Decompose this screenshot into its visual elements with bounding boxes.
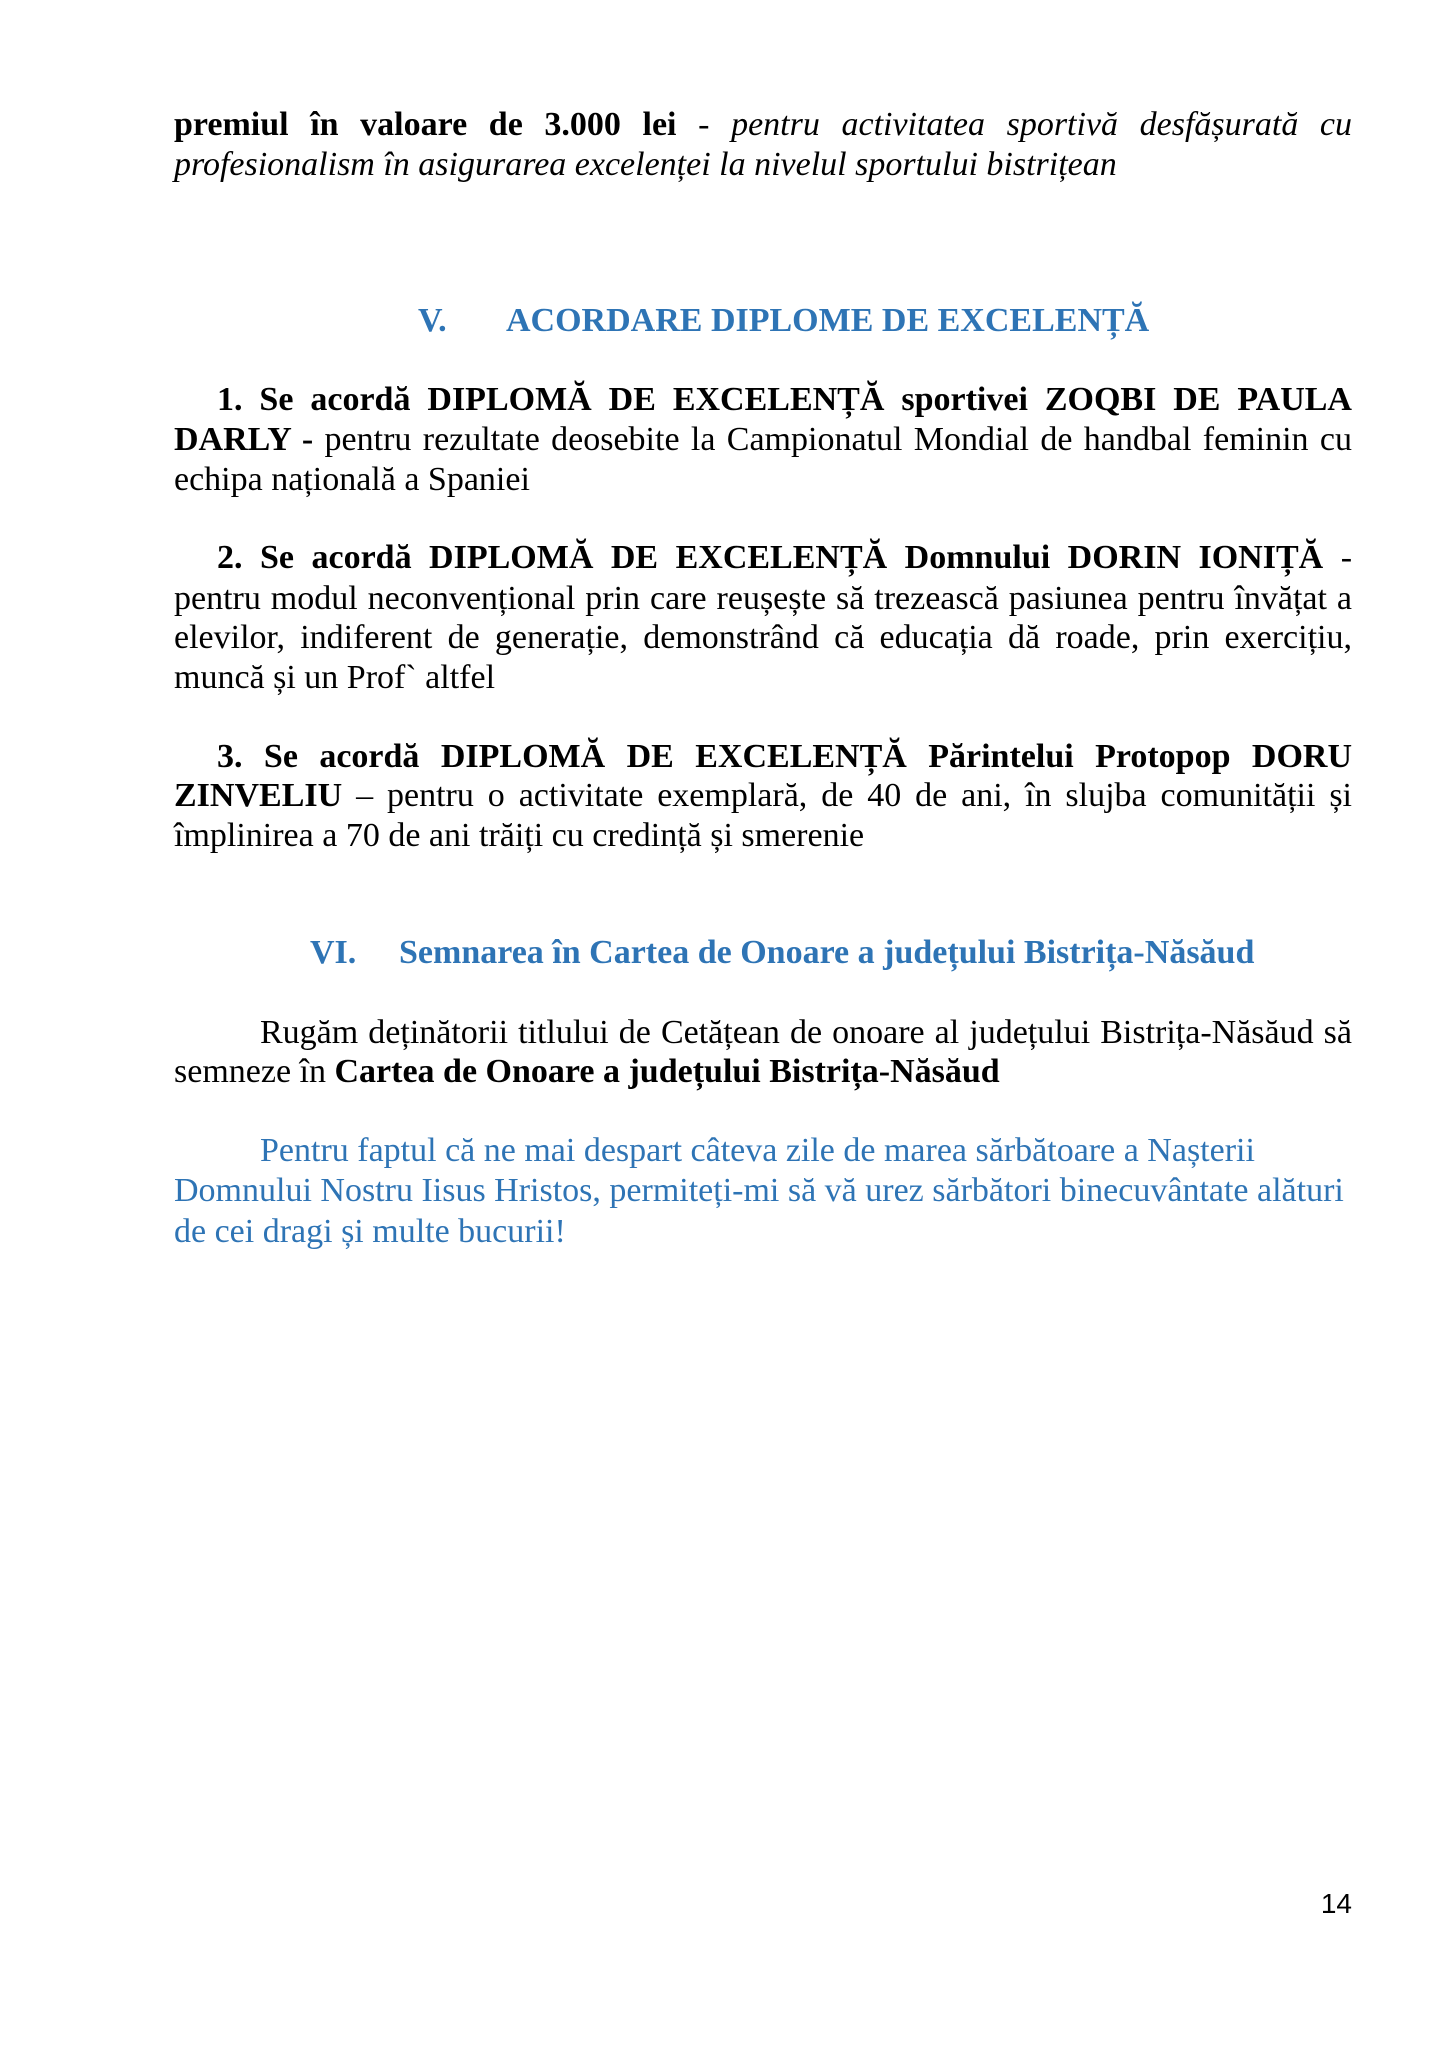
section-v-title: ACORDARE DIPLOME DE EXCELENȚĂ — [506, 302, 1150, 339]
prize-dash: - — [698, 106, 710, 143]
signing-request: Rugăm deținătorii titlului de Cetățean de onoare al județului Bistrița-Năsăud să — [260, 1014, 1352, 1051]
diploma-2-reason-end: muncă și un Prof` altfel — [174, 659, 496, 696]
closing-wish-line-3: de cei dragi și multe bucurii! — [174, 1213, 566, 1250]
diploma-3-reason-continued: împlinirea a 70 de ani trăiți cu credință și smerenie — [174, 817, 865, 854]
signing-line-2 — [174, 1052, 1352, 1092]
diploma-2-line-3 — [174, 618, 1352, 658]
diploma-2-line-1 — [174, 538, 1352, 578]
diploma-2-reason-continued: elevilor, indiferent de generație, demonstrând că educația dă roade, prin exercițiu, — [174, 619, 1352, 656]
diploma-3-line-3 — [174, 816, 1352, 856]
diploma-2-reason: pentru modul neconvențional prin care reușește să trezească pasiunea pentru învățat a — [174, 580, 1352, 617]
book-of-honor-name: Cartea de Onoare a județului Bistrița-Năsăud — [334, 1053, 1000, 1090]
diploma-1-line-2 — [174, 420, 1352, 460]
prize-amount: premiul în valoare de 3.000 lei — [174, 106, 677, 143]
diploma-3-reason: – pentru o activitate exemplară, de 40 de ani, în slujba comunității și — [356, 777, 1353, 814]
diploma-1-line-3 — [174, 460, 1352, 500]
closing-wish-line-1: Pentru faptul că ne mai despart câteva zile de marea sărbătoare a Nașterii — [260, 1132, 1255, 1169]
diploma-1-award: 1. Se acordă DIPLOMĂ DE EXCELENȚĂ sportivei ZOQBI DE PAULA — [217, 381, 1352, 418]
diploma-3-line-1 — [174, 737, 1352, 777]
diploma-3-recipient: ZINVELIU — [174, 777, 343, 814]
section-vi-title: Semnarea în Cartea de Onoare a județului Bistrița-Năsăud — [399, 934, 1255, 971]
diploma-3-line-2 — [174, 776, 1352, 816]
diploma-1-line-1 — [174, 380, 1352, 420]
page-number: 14 — [1320, 1888, 1352, 1919]
diploma-2-dash: - — [1340, 539, 1353, 576]
diploma-2-line-4 — [174, 658, 1352, 698]
signing-line-1 — [174, 1013, 1352, 1053]
prize-line-2 — [174, 145, 1352, 185]
prize-reason: pentru activitatea sportivă desfășurată cu — [731, 106, 1353, 143]
prize-reason-continued: profesionalism în asigurarea excelenței la nivelul sportului bistrițean — [174, 146, 1117, 183]
section-vi-number: VI. — [310, 934, 357, 971]
diploma-1-recipient: DARLY - — [174, 421, 314, 458]
diploma-3-award: 3. Se acordă DIPLOMĂ DE EXCELENȚĂ Părintelui Protopop DORU — [217, 738, 1352, 775]
signing-request-continued: semneze în — [174, 1053, 326, 1090]
closing-wish-line-2: Domnului Nostru Iisus Hristos, permiteți-mi să vă urez sărbători binecuvântate alături — [174, 1172, 1344, 1209]
diploma-1-reason: pentru rezultate deosebite la Campionatul Mondial de handbal feminin cu — [324, 421, 1352, 458]
section-v-number: V. — [418, 302, 447, 339]
diploma-2-award: 2. Se acordă DIPLOMĂ DE EXCELENȚĂ Domnului DORIN IONIȚĂ — [217, 539, 1324, 576]
diploma-1-reason-continued: echipa națională a Spaniei — [174, 461, 530, 498]
prize-line-1 — [174, 105, 1352, 145]
diploma-2-line-2 — [174, 579, 1352, 619]
